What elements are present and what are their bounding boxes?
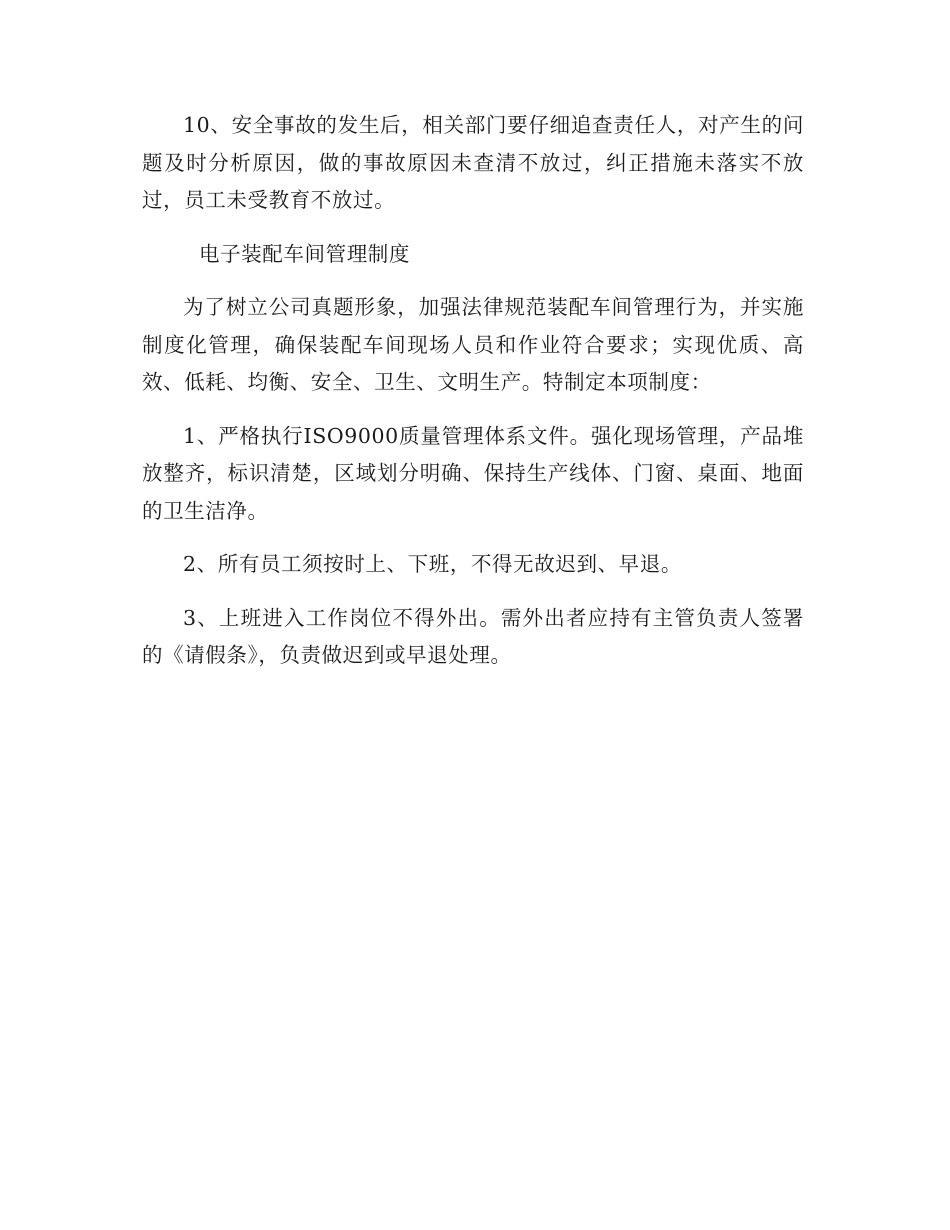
paragraph-item-3: 3、上班进入工作岗位不得外出。需外出者应持有主管负责人签署的《请假条》，负责做迟到或早退处理。: [142, 605, 804, 667]
document-body: [142, 107, 804, 691]
paragraph-item-1: 1、严格执行ISO9000质量管理体系文件。强化现场管理，产品堆放整齐，标识清楚，区域划分明确、保持生产线体、门窗、桌面、地面的卫生洁净。: [142, 423, 804, 523]
paragraph-item-2: 2、所有员工须按时上、下班，不得无故迟到、早退。: [183, 552, 682, 576]
paragraph-item-10: 10、安全事故的发生后，相关部门要仔细追查责任人，对产生的问题及时分析原因，做的事故原因未查清不放过，纠正措施未落实不放过，员工未受教育不放过。: [142, 113, 804, 212]
section-heading: 电子装配车间管理制度: [199, 241, 410, 266]
paragraph-intro: 为了树立公司真题形象，加强法律规范装配车间管理行为，并实施制度化管理，确保装配车间现场人员和作业符合要求；实现优质、高效、低耗、均衡、安全、卫生、文明生产。特制定本项制度：: [142, 295, 804, 394]
